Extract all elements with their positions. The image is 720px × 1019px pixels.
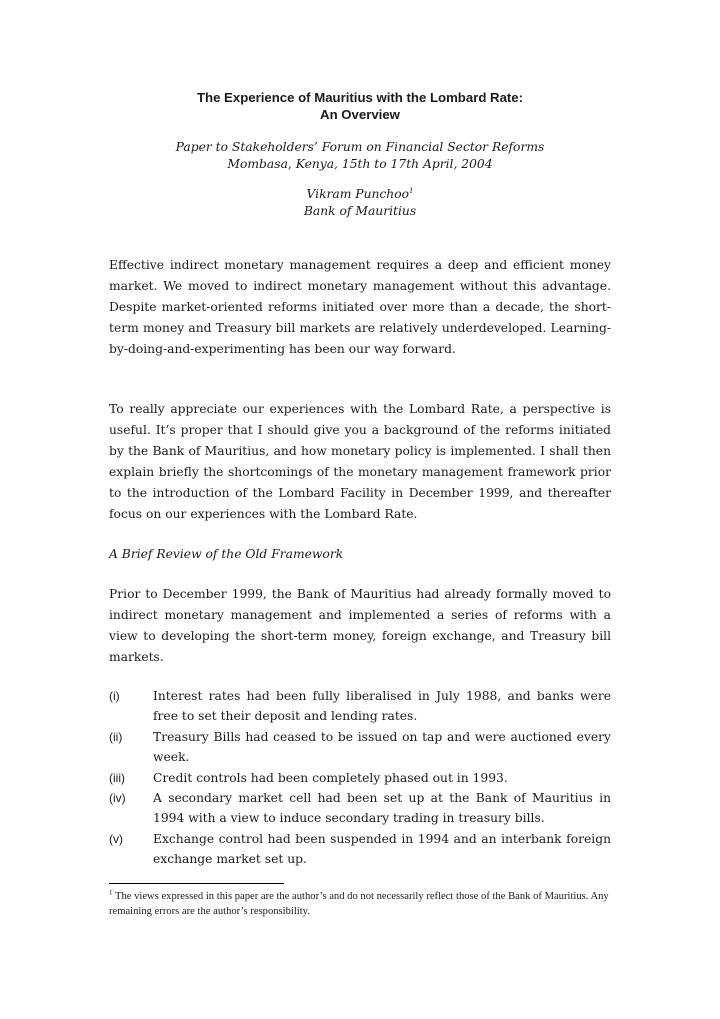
footnote-mark: 1 [109,888,113,897]
list-item [109,829,611,870]
reform-list [109,686,611,870]
list-item-number: (i) [109,689,120,703]
footnote [109,889,619,919]
body-paragraph-2 [109,399,611,525]
paper-subtitle [0,139,720,173]
footnote-text: The views expressed in this paper are the author’s and do not necessarily reflect those of the Bank of Mauritius. Any remaining errors are the author’s responsibility. [109,891,609,917]
paragraph-text: Prior to December 1999, the Bank of Mauritius had already formally moved to indirect monetary management and implemented a series of reforms with a view to developing the short-term money, foreign exchange, and Treasury bill markets. [109,587,611,664]
title-line-1: The Experience of Mauritius with the Lombard Rate: [196,90,524,105]
list-item-text: Treasury Bills had ceased to be issued on tap and were auctioned every week. [153,729,611,765]
list-item-text: A secondary market cell had been set up at the Bank of Mauritius in 1994 with a view to induce secondary trading in treasury bills. [153,791,611,826]
paragraph-text: To really appreciate our experiences with the Lombard Rate, a perspective is useful. It’s proper that I should give you a background of the reforms initiated by the Bank of Mauritius, and how monetary policy is implemented. I shall then explain briefly the shortcomings of the monetary management framework prior to the introduction of the Lombard Facility in December 1999, and thereafter focus on our experiences with the Lombard Rate. [109,402,611,521]
list-item-text: Credit controls had been completely phased out in 1993. [153,770,508,785]
author-name-line [0,186,720,203]
body-paragraph-1 [109,255,611,360]
section-paragraph [109,584,611,668]
list-item-text: Interest rates had been fully liberalised in July 1988, and banks were free to set their deposit and lending rates. [153,689,611,724]
author-footnote-mark: 1 [409,186,414,195]
author-affiliation: Bank of Mauritius [303,204,417,218]
list-item [109,727,611,768]
list-item-number: (iii) [109,770,125,785]
paper-title [0,89,720,123]
author-name: Vikram Punchoo [306,187,410,201]
list-item-text: Exchange control had been suspended in 1994 and an interbank foreign exchange market set up. [153,831,611,867]
subtitle-line-2: Mombasa, Kenya, 15th to 17th April, 2004 [227,157,493,171]
footnote-divider [109,883,284,884]
paragraph-text: Effective indirect monetary management requires a deep and efficient money market. We moved to indirect monetary management without this advantage. Despite market-oriented reforms initiated over more than a decade, the short-term money and Treasury bill markets are relatively underdeveloped. Learning-by-doing-and-experimenting has been our way forward. [109,258,611,356]
list-item [109,788,611,829]
list-item [109,768,611,788]
list-item-number: (ii) [109,729,123,744]
list-item-number: (v) [109,831,123,846]
section-heading: A Brief Review of the Old Framework [109,547,344,561]
list-item-number: (iv) [109,791,126,806]
subtitle-line-1: Paper to Stakeholders’ Forum on Financial Sector Reforms [175,140,545,154]
author-block [0,186,720,220]
list-item [109,686,611,727]
title-line-2: An Overview [320,107,400,122]
